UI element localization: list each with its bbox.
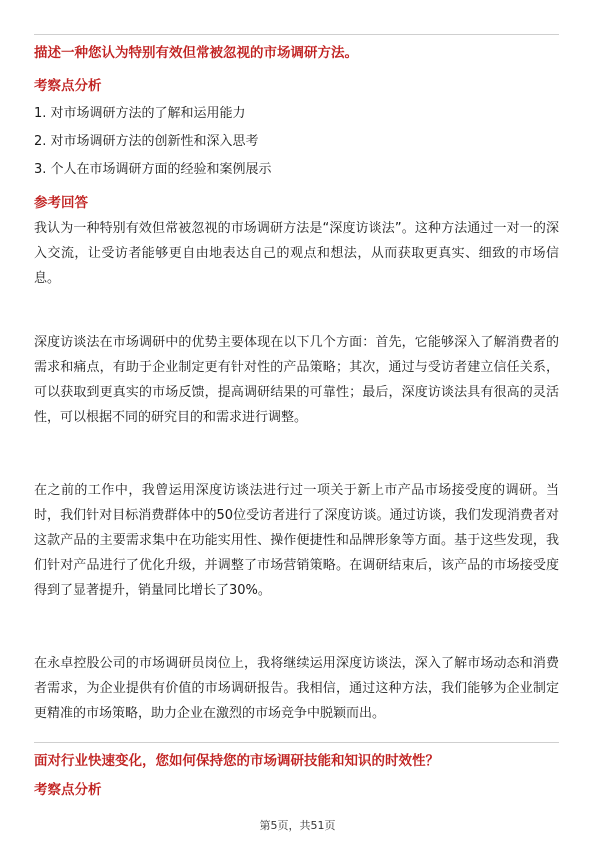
- analysis-heading: 考察点分析: [34, 78, 102, 94]
- analysis-item: 3. 个人在市场调研方面的经验和案例展示: [34, 162, 272, 177]
- question-divider: [34, 742, 559, 743]
- answer-paragraph: 我认为一种特别有效但常被忽视的市场调研方法是“深度访谈法”。这种方法通过一对一的深入交流，让受访者能够更自由地表达自己的观点和想法，从而获取更真实、细致的市场信息。: [34, 221, 559, 286]
- question-title-2: 面对行业快速变化，您如何保持您的市场调研技能和知识的时效性？: [34, 753, 439, 769]
- answer-paragraph: 在之前的工作中，我曾运用深度访谈法进行过一项关于新上市产品市场接受度的调研。当时，我们针对目标消费群体中的50位受访者进行了深度访谈。通过访谈，我们发现消费者对这款产品的主要需求集中在功能实用性、操作便捷性和品牌形象等方面。基于这些发现，我们针对产品进行了优化升级，并调整了市场营销策略。在调研结束后，该产品的市场接受度得到了显著提升，销量同比增长了30%。: [34, 483, 559, 598]
- analysis-heading-2: 考察点分析: [34, 782, 102, 798]
- analysis-item: 1. 对市场调研方法的了解和运用能力: [34, 106, 246, 121]
- answer-paragraph: 深度访谈法在市场调研中的优势主要体现在以下几个方面：首先，它能够深入了解消费者的需求和痛点，有助于企业制定更有针对性的产品策略；其次，通过与受访者建立信任关系，可以获取到更真实的市场反馈，提高调研结果的可靠性；最后，深度访谈法具有很高的灵活性，可以根据不同的研究目的和需求进行调整。: [34, 335, 559, 425]
- answer-heading: 参考回答: [34, 195, 88, 211]
- question-title: 描述一种您认为特别有效但常被忽视的市场调研方法。: [34, 45, 358, 61]
- answer-paragraph: 在永卓控股公司的市场调研员岗位上，我将继续运用深度访谈法，深入了解市场动态和消费者需求，为企业提供有价值的市场调研报告。我相信，通过这种方法，我们能够为企业制定更精准的市场策略，助力企业在激烈的市场竞争中脱颖而出。: [34, 656, 559, 721]
- analysis-item: 2. 对市场调研方法的创新性和深入思考: [34, 134, 259, 149]
- page-footer: 第5页，共51页: [259, 819, 336, 832]
- top-divider: [34, 34, 559, 35]
